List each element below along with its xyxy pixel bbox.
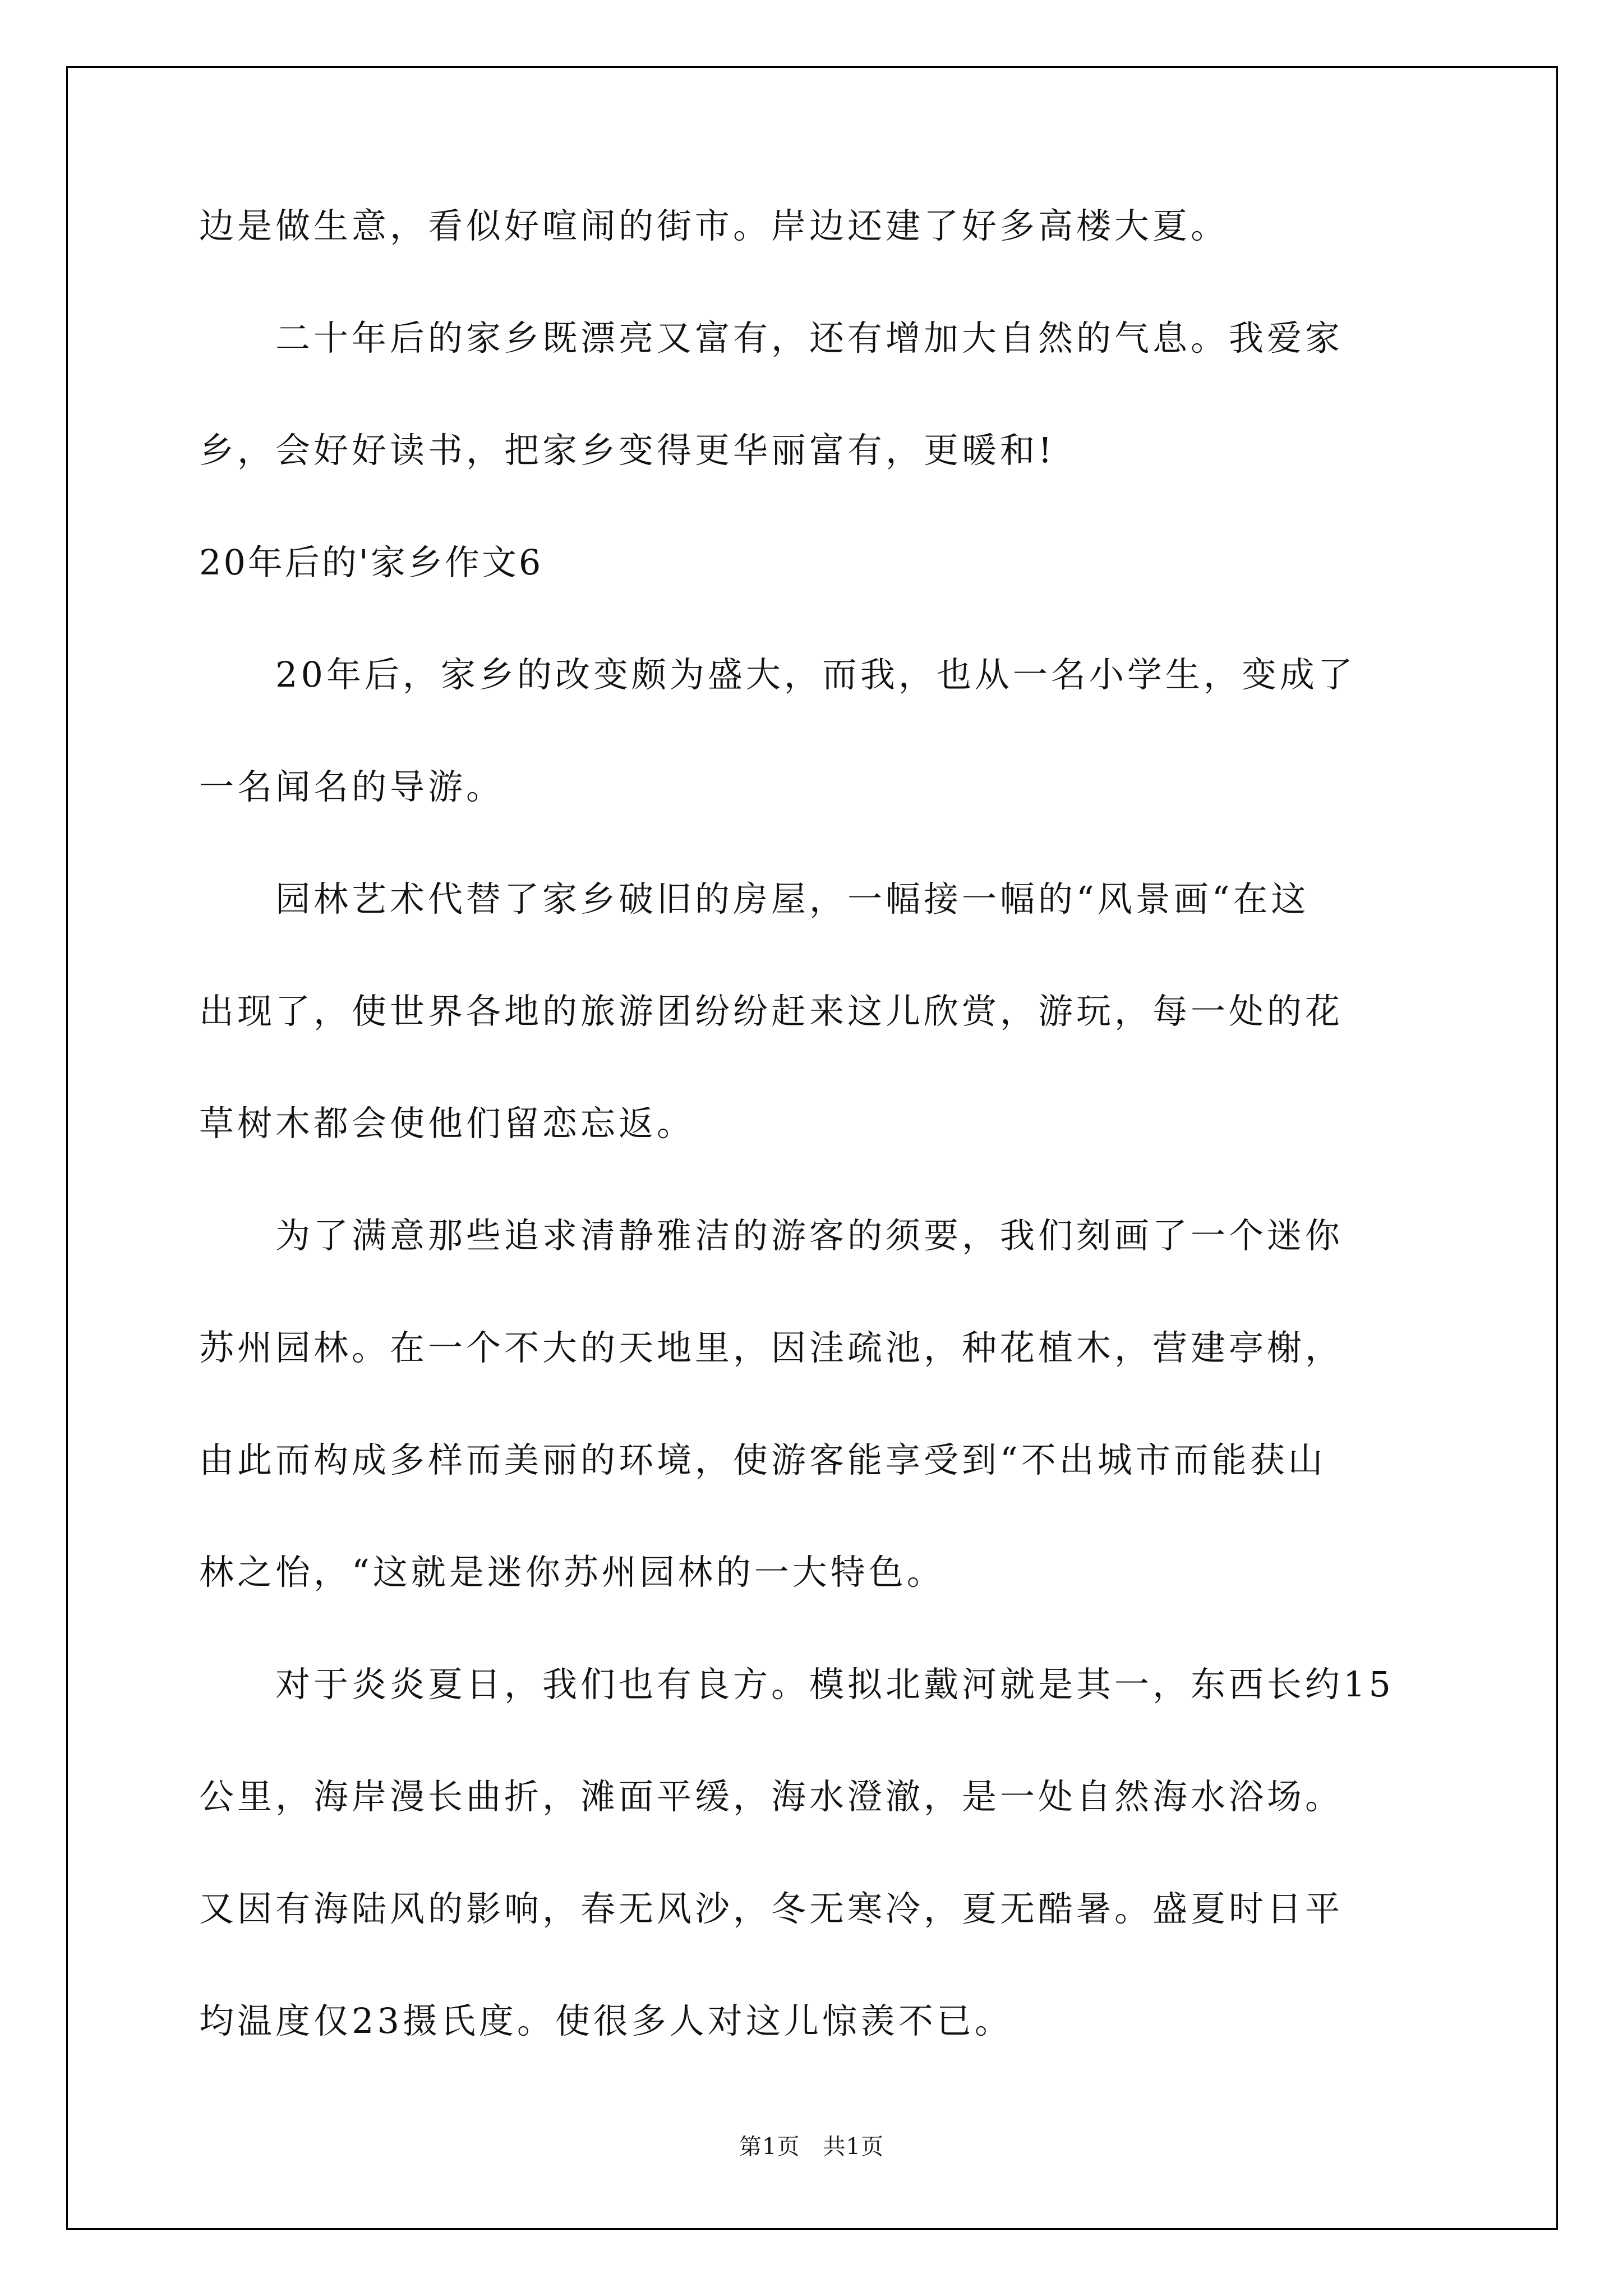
text-line: 又因有海陆风的影响，春无风沙，冬无寒冷，夏无酷暑。盛夏时日平 bbox=[199, 1888, 1344, 1929]
text-line: 乡，会好好读书，把家乡变得更华丽富有，更暖和! bbox=[199, 430, 1055, 471]
paragraph-start-line: 对于炎炎夏日，我们也有良方。模拟北戴河就是其一，东西长约15 bbox=[199, 1664, 1394, 1705]
paragraph-start-line: 二十年后的家乡既漂亮又富有，还有增加大自然的气息。我爱家 bbox=[199, 318, 1344, 358]
document-body bbox=[199, 205, 1433, 2116]
paragraph-start-line: 为了满意那些追求清静雅洁的游客的须要，我们刻画了一个迷你 bbox=[199, 1215, 1344, 1256]
page-number-footer: 第1页 共1页 bbox=[739, 2134, 884, 2160]
text-line: 草树木都会使他们留恋忘返。 bbox=[199, 1103, 695, 1144]
section-heading: 20年后的'家乡作文6 bbox=[199, 542, 543, 583]
paragraph-start-line: 20年后，家乡的改变颇为盛大，而我，也从一名小学生，变成了 bbox=[199, 654, 1356, 695]
text-line: 公里，海岸漫长曲折，滩面平缓，海水澄澈，是一处自然海水浴场。 bbox=[199, 1776, 1344, 1817]
text-line: 均温度仅23摄氏度。使很多人对这儿惊羡不已。 bbox=[199, 2000, 1013, 2041]
text-line: 苏州园林。在一个不大的天地里，因洼疏池，种花植木，营建亭榭， bbox=[199, 1327, 1344, 1368]
text-line: 出现了，使世界各地的旅游团纷纷赶来这儿欣赏，游玩，每一处的花 bbox=[199, 991, 1344, 1032]
text-line: 一名闻名的导游。 bbox=[199, 766, 505, 807]
text-line: 林之怡，“这就是迷你苏州园林的一大特色。 bbox=[199, 1552, 945, 1593]
paragraph-start-line: 园林艺术代替了家乡破旧的房屋，一幅接一幅的“风景画“在这 bbox=[199, 878, 1310, 919]
text-line: 由此而构成多样而美丽的环境，使游客能享受到“不出城市而能获山 bbox=[199, 1439, 1326, 1480]
text-line: 边是做生意，看似好喧闹的街市。岸边还建了好多高楼大夏。 bbox=[199, 205, 1229, 246]
